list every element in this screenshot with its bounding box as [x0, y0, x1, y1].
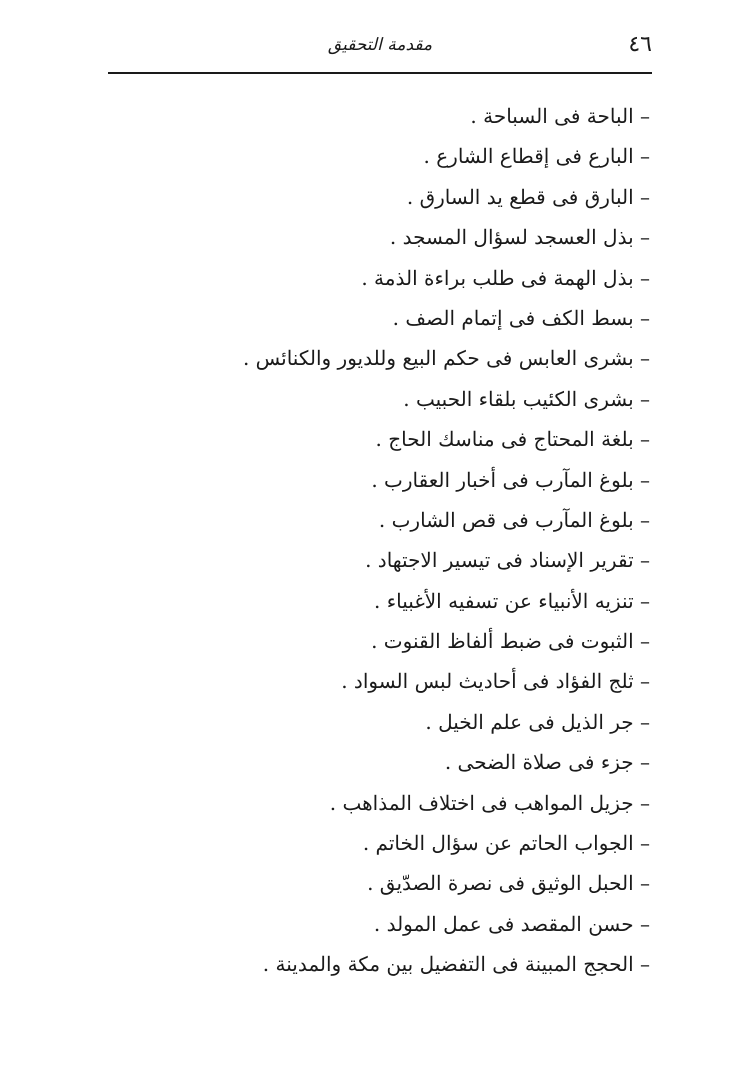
list-item: – تنزيه الأنبياء عن تسفيه الأغبياء .: [374, 588, 650, 613]
list-item: – تقرير الإسناد فى تيسير الاجتهاد .: [365, 548, 650, 573]
list-item: – جزء فى صلاة الضحى .: [444, 750, 650, 775]
list-item: – بسط الكف فى إتمام الصف .: [392, 305, 650, 330]
list-item: – بذل الهمة فى طلب براءة الذمة .: [361, 265, 650, 290]
list-item: – بذل العسجد لسؤال المسجد .: [389, 225, 650, 250]
list-item: – الحبل الوثيق فى نصرة الصدّيق .: [367, 871, 650, 896]
title-list: [242, 96, 650, 985]
header-rule: [108, 72, 652, 74]
list-item: – الجواب الحاتم عن سؤال الخاتم .: [362, 831, 650, 856]
page-number: ٤٦: [628, 32, 652, 57]
list-item: – بلوغ المآرب فى أخبار العقارب .: [371, 467, 650, 492]
running-header: [108, 26, 652, 70]
list-item: – جر الذيل فى علم الخيل .: [425, 709, 650, 734]
list-item: – بلغة المحتاج فى مناسك الحاج .: [375, 427, 650, 452]
list-item: – بشرى الكئيب بلقاء الحبيب .: [403, 386, 650, 411]
list-item: – الباحة فى السباحة .: [470, 104, 650, 128]
header-title: مقدمة التحقيق: [327, 35, 433, 55]
list-item: – جزيل المواهب فى اختلاف المذاهب .: [329, 790, 650, 815]
list-item: – بشرى العابس فى حكم البيع وللديور والكنائس .: [242, 346, 650, 371]
list-item: – البارع فى إقطاع الشارع .: [423, 144, 650, 169]
list-item: – ثلج الفؤاد فى أحاديث لبس السواد .: [341, 669, 650, 694]
list-item: – الثبوت فى ضبط ألفاظ القنوت .: [371, 629, 650, 654]
list-item: – الحجج المبينة فى التفضيل بين مكة والمدينة .: [262, 952, 650, 977]
list-item: – البارق فى قطع يد السارق .: [406, 184, 650, 209]
list-item: – بلوغ المآرب فى قص الشارب .: [378, 507, 650, 532]
list-item: – حسن المقصد فى عمل المولد .: [373, 911, 650, 936]
